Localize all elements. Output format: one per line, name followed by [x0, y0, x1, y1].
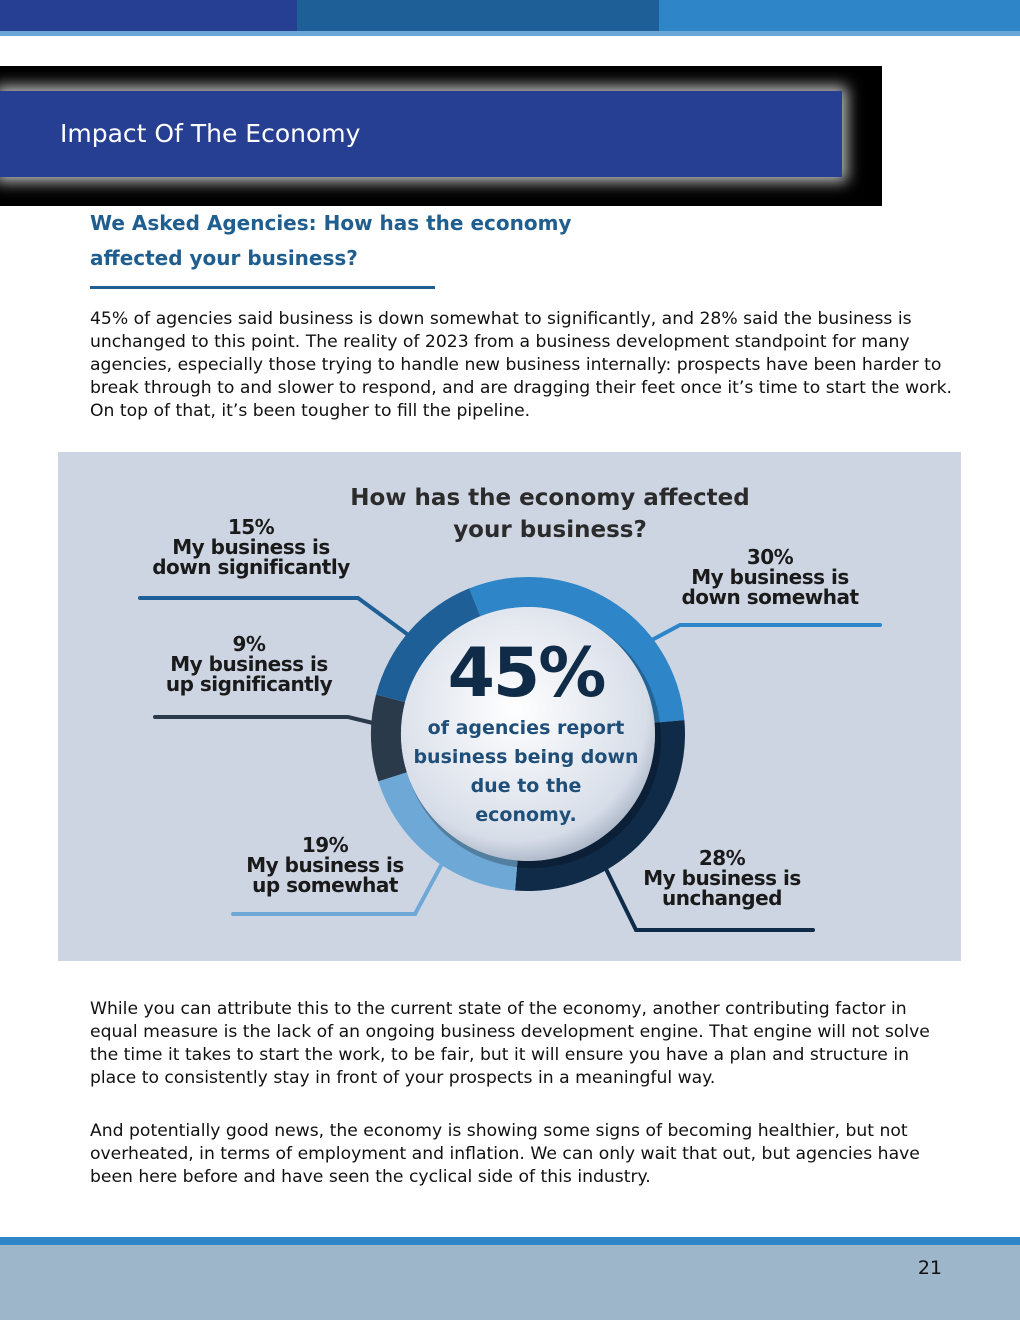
- slice-percent-label: 28%: [698, 846, 746, 870]
- slice-category-label: up somewhat: [252, 873, 398, 897]
- intro-paragraph: 45% of agencies said business is down somewhat to significantly, and 28% said the business is unchanged to this point. The reality of 2023 from a business development standpoint for many agencies, especially those trying to handle new business internally: prospects have been harder to break through to and slower to respond, and are dragging their feet once it’s time to start the work. On top of that, it’s been tougher to fill the pipeline.: [90, 309, 953, 421]
- slice-category-label: down significantly: [152, 555, 350, 579]
- body-paragraph-2: And potentially good news, the economy is showing some signs of becoming healthier, but not overheated, in terms of employment and inflation. We can only wait that out, but agencies have been here before and have seen the cyclical side of this industry.: [90, 1121, 920, 1187]
- top-bar-segment: [297, 0, 659, 31]
- top-bar-segment: [0, 0, 297, 31]
- top-color-bar: [0, 0, 1020, 36]
- subheading-line-1: We Asked Agencies: How has the economy: [90, 211, 572, 235]
- slice-label: [246, 833, 404, 897]
- slice-label: [643, 846, 801, 910]
- body-paragraph-1: While you can attribute this to the current state of the economy, another contributing factor in equal measure is the lack of an ongoing business development engine. That engine will not solve the time it takes to start the work, to be fair, but it will ensure you have a plan and structure in place to consistently stay in front of your prospects in a meaningful way.: [90, 999, 930, 1088]
- top-bar-underline: [0, 31, 1020, 36]
- slice-label: [681, 545, 859, 609]
- donut-chart: [58, 452, 961, 961]
- slice-percent-label: 15%: [227, 515, 275, 539]
- center-percent: 45%: [447, 634, 605, 713]
- title-box: [0, 91, 842, 177]
- slice-category-label: My business is: [246, 853, 404, 877]
- slice-category-label: My business is: [172, 535, 330, 559]
- slice-category-label: My business is: [170, 652, 328, 676]
- chart-title-line: your business?: [453, 517, 647, 543]
- subheading-rule: [90, 286, 435, 289]
- footer-band: [0, 1245, 1020, 1320]
- slice-category-label: My business is: [691, 565, 849, 589]
- chart-panel: [58, 452, 961, 961]
- slice-category-label: unchanged: [661, 886, 783, 910]
- slice-percent-label: 30%: [746, 545, 794, 569]
- leader-line: [650, 625, 880, 641]
- footer-rule: [0, 1237, 1020, 1245]
- chart-title-line: How has the economy affected: [350, 485, 750, 511]
- slice-category-label: My business is: [643, 866, 801, 890]
- top-bar-segment: [659, 0, 1020, 31]
- slice-category-label: up significantly: [165, 672, 333, 696]
- center-caption-line: economy.: [475, 804, 577, 826]
- center-caption-line: due to the: [470, 775, 582, 797]
- slice-label: [166, 632, 333, 696]
- leader-line: [140, 598, 407, 634]
- page-number: 21: [917, 1257, 942, 1279]
- slice-percent-label: 19%: [301, 833, 349, 857]
- leader-line: [155, 717, 373, 723]
- slice-label: [152, 515, 350, 579]
- slice-category-label: down somewhat: [681, 585, 859, 609]
- page-title: Impact Of The Economy: [60, 119, 361, 148]
- title-banner: [0, 66, 882, 206]
- slice-percent-label: 9%: [232, 632, 266, 656]
- center-caption-line: of agencies report: [427, 717, 625, 739]
- center-caption-line: business being down: [413, 746, 639, 768]
- subheading-line-2: affected your business?: [90, 246, 358, 270]
- section-subheading: [90, 206, 650, 276]
- chart-title: [350, 485, 750, 543]
